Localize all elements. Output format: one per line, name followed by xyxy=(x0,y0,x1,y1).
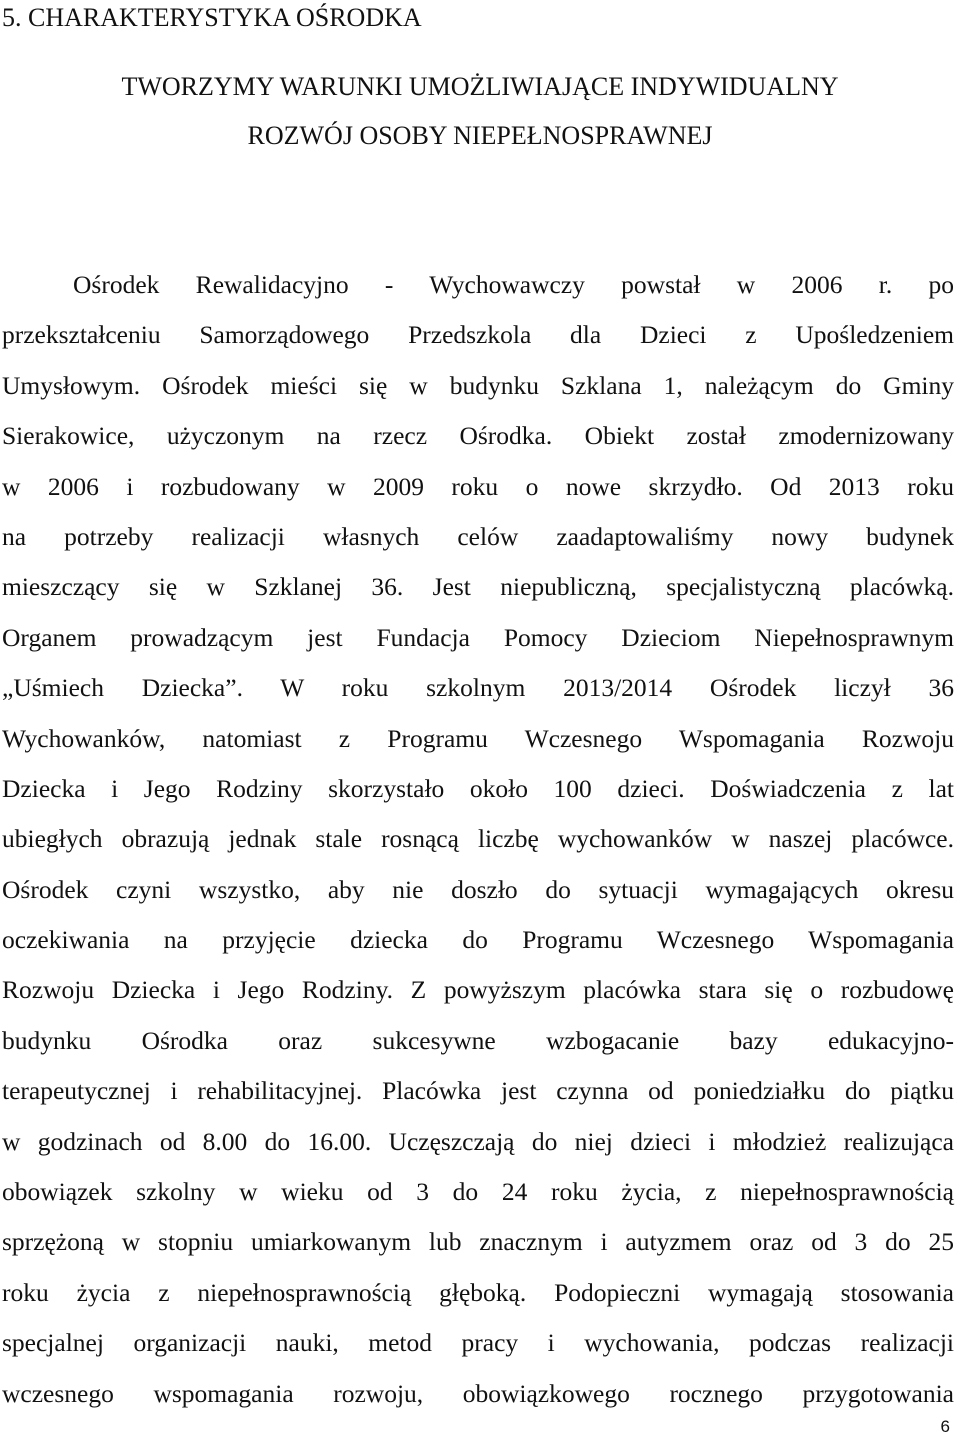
paragraph-line: budynku Ośrodka oraz sukcesywne wzbogacanie bazy edukacyjno- xyxy=(2,1025,954,1055)
paragraph-line: Ośrodek Rewalidacyjno - Wychowawczy powstał w 2006 r. po xyxy=(73,270,954,299)
paragraph-line: Dziecka i Jego Rodziny skorzystało około 100 dzieci. Doświadczenia z lat xyxy=(2,773,954,803)
paragraph-line: obowiązek szkolny w wieku od 3 do 24 roku życia, z niepełnosprawnością xyxy=(2,1177,954,1207)
paragraph-line: specjalnej organizacji nauki, metod pracy i wychowania, podczas realizacji xyxy=(2,1328,954,1358)
paragraph-line: oczekiwania na przyjęcie dziecka do Programu Wczesnego Wspomagania xyxy=(2,925,954,955)
paragraph-line: ubiegłych obrazują jednak stale rosnącą liczbę wychowanków w naszej placówce. xyxy=(2,824,954,854)
paragraph-line: przekształceniu Samorządowego Przedszkola dla Dzieci z Upośledzeniem xyxy=(2,320,954,350)
paragraph-line: Ośrodek czyni wszystko, aby nie doszło do sytuacji wymagających okresu xyxy=(2,874,954,904)
document-title-line-1: TWORZYMY WARUNKI UMOŻLIWIAJĄCE INDYWIDUALNY xyxy=(121,72,839,101)
paragraph-line: w 2006 i rozbudowany w 2009 roku o nowe skrzydło. Od 2013 roku xyxy=(2,471,954,501)
paragraph-line: roku życia z niepełnosprawnością głęboką. Podopieczni wymagają stosowania xyxy=(2,1277,954,1307)
paragraph-line: na potrzeby realizacji własnych celów zaadaptowaliśmy nowy budynek xyxy=(2,521,954,551)
page-number: 6 xyxy=(940,1417,950,1436)
paragraph-line: sprzężoną w stopniu umiarkowanym lub znacznym i autyzmem oraz od 3 do 25 xyxy=(2,1227,954,1257)
paragraph-line: wczesnego wspomagania rozwoju, obowiązkowego rocznego przygotowania xyxy=(2,1378,954,1408)
section-heading: 5. CHARAKTERYSTYKA OŚRODKA xyxy=(2,3,422,32)
paragraph-line: Organem prowadzącym jest Fundacja Pomocy Dzieciom Niepełnosprawnym xyxy=(2,622,954,652)
paragraph-line: mieszczący się w Szklanej 36. Jest niepubliczną, specjalistyczną placówką. xyxy=(2,572,954,602)
paragraph-line: Rozwoju Dziecka i Jego Rodziny. Z powyższym placówka stara się o rozbudowę xyxy=(2,975,954,1005)
paragraph-line: Sierakowice, użyczonym na rzecz Ośrodka. Obiekt został zmodernizowany xyxy=(2,421,954,451)
paragraph-line: w godzinach od 8.00 do 16.00. Uczęszczają do niej dzieci i młodzież realizująca xyxy=(2,1126,954,1156)
body-paragraph xyxy=(2,260,954,1419)
paragraph-line: Umysłowym. Ośrodek mieści się w budynku Szklana 1, należącym do Gminy xyxy=(2,370,954,400)
paragraph-line: „Uśmiech Dziecka”. W roku szkolnym 2013/2014 Ośrodek liczył 36 xyxy=(2,673,954,703)
paragraph-line: Wychowanków, natomiast z Programu Wczesnego Wspomagania Rozwoju xyxy=(2,723,954,753)
document-title-line-2: ROZWÓJ OSOBY NIEPEŁNOSPRAWNEJ xyxy=(247,121,713,150)
paragraph-line: terapeutycznej i rehabilitacyjnej. Placówka jest czynna od poniedziałku do piątku xyxy=(2,1076,954,1106)
